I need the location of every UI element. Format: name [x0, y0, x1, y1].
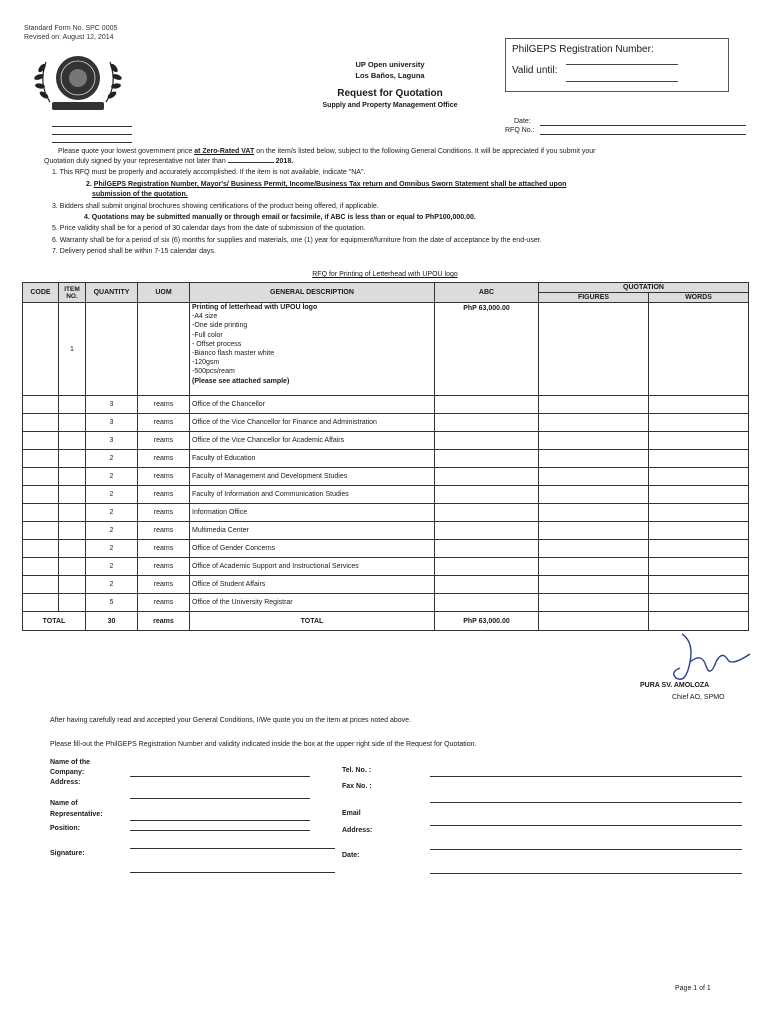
header-quotation: QUOTATION [539, 283, 749, 293]
university-seal-icon [30, 50, 126, 112]
rfq-table [22, 282, 749, 631]
row-words[interactable] [649, 576, 749, 594]
table-row [23, 558, 749, 576]
date-field[interactable] [540, 125, 746, 126]
cell-description [190, 303, 435, 396]
spec-line: -120gsm [192, 359, 220, 367]
cell-code [23, 303, 59, 396]
tel-field[interactable] [430, 776, 742, 777]
condition-2-text-cont: submission of the quotation. [92, 191, 188, 198]
row-desc: Office of the Chancellor [190, 396, 435, 414]
row-words[interactable] [649, 468, 749, 486]
row-words[interactable] [649, 396, 749, 414]
row-uom: reams [138, 576, 190, 594]
table-row [23, 432, 749, 450]
row-desc: Office of Student Affairs [190, 576, 435, 594]
row-qty: 2 [86, 468, 138, 486]
row-figures[interactable] [539, 414, 649, 432]
row-desc: Office of the University Registrar [190, 594, 435, 612]
row-figures[interactable] [539, 396, 649, 414]
university-name: UP Open university [355, 60, 425, 69]
condition-4: 4. Quotations may be submitted manually or through email or facsimile, if ABC is less than or equal to PhP100,000.00. [84, 214, 476, 221]
email-label: Email [342, 810, 361, 817]
row-figures[interactable] [539, 558, 649, 576]
total-words[interactable] [649, 612, 749, 631]
spec-line: - Offset process [192, 340, 242, 348]
item-note: (Please see attached sample) [192, 377, 290, 385]
deadline-field[interactable] [228, 162, 274, 163]
row-words[interactable] [649, 432, 749, 450]
blank-line [52, 142, 132, 143]
row-uom: reams [138, 540, 190, 558]
position-label: Position: [50, 825, 80, 832]
page-number: Page 1 of 1 [675, 985, 711, 992]
cell-item-no: 1 [59, 303, 86, 396]
row-uom: reams [138, 414, 190, 432]
header-quantity: QUANTITY [86, 283, 138, 303]
address-field[interactable] [130, 798, 310, 799]
total-description-label: TOTAL [190, 612, 435, 631]
spec-line: -Bianco flash master white [192, 350, 275, 358]
tel-label: Tel. No. : [342, 767, 372, 774]
spec-line: -One side printing [192, 322, 248, 330]
deadline-year: 2018. [275, 158, 294, 165]
row-uom: reams [138, 396, 190, 414]
spec-line: -500pcs/ream [192, 368, 235, 376]
condition-7: 7. Delivery period shall be within 7-15 calendar days. [52, 248, 216, 255]
row-desc: Faculty of Management and Development Studies [190, 468, 435, 486]
signatory-position: Chief AO, SPMO [672, 694, 725, 701]
row-words[interactable] [649, 540, 749, 558]
table-row [23, 504, 749, 522]
spec-line: -A4 size [192, 313, 218, 321]
table-row [23, 576, 749, 594]
table-row [23, 468, 749, 486]
cell-quantity [86, 303, 138, 396]
row-qty: 3 [86, 396, 138, 414]
representative-label-cont: Representative: [50, 811, 103, 818]
row-figures[interactable] [539, 540, 649, 558]
row-uom: reams [138, 558, 190, 576]
date-label: Date: [514, 118, 531, 125]
condition-5: 5. Price validity shall be for a period of 30 calendar days from the date of submission of the quotation. [52, 225, 366, 232]
registration-number-label: PhilGEPS Registration Number: [512, 44, 654, 55]
total-label: TOTAL [23, 612, 86, 631]
condition-2-cont [92, 190, 188, 200]
header-code: CODE [23, 283, 59, 303]
header-abc: ABC [435, 283, 539, 303]
row-desc: Information Office [190, 504, 435, 522]
company-label-cont: Company: [50, 769, 85, 776]
spec-line: -Full color [192, 331, 223, 339]
valid-until-label: Valid until: [512, 65, 558, 76]
cell-uom [138, 303, 190, 396]
table-row-main-item [23, 303, 749, 396]
row-uom: reams [138, 504, 190, 522]
row-desc: Office of Gender Concerns [190, 540, 435, 558]
rfq-number-field[interactable] [540, 134, 746, 135]
condition-2 [86, 180, 566, 190]
zero-rated-vat: at Zero-Rated VAT [194, 148, 255, 155]
row-qty: 2 [86, 504, 138, 522]
row-uom: reams [138, 486, 190, 504]
row-qty: 2 [86, 486, 138, 504]
registration-box [505, 38, 729, 92]
office-name: Supply and Property Management Office [322, 102, 458, 109]
row-desc: Office of the Vice Chancellor for Academic Affairs [190, 432, 435, 450]
header-item-no: ITEM NO. [59, 283, 86, 303]
form-number-line: Standard Form No. SPC 0005 [24, 25, 118, 32]
deadline-text: Quotation duly signed by your representative not later than [44, 158, 226, 165]
revision-date: Revised on: August 12, 2014 [24, 34, 114, 41]
row-figures[interactable] [539, 594, 649, 612]
fax-field[interactable] [430, 802, 742, 803]
address-label: Address: [50, 779, 81, 786]
email-field[interactable] [430, 825, 742, 826]
signature-field-2[interactable] [130, 872, 335, 873]
condition-2-text: PhilGEPS Registration Number, Mayor's/ Business Permit, Income/Business Tax return and Omnibus Sworn Statement shall be attached upon [93, 181, 567, 188]
signature-icon [672, 632, 752, 688]
row-desc: Faculty of Information and Communication Studies [190, 486, 435, 504]
university-location: Los Baños, Laguna [355, 71, 425, 80]
blank-line [52, 134, 132, 135]
total-uom: reams [138, 612, 190, 631]
row-qty: 2 [86, 540, 138, 558]
row-words[interactable] [649, 522, 749, 540]
company-field[interactable] [130, 776, 310, 777]
row-figures[interactable] [539, 576, 649, 594]
row-qty: 2 [86, 576, 138, 594]
row-words[interactable] [649, 594, 749, 612]
form-number [24, 24, 117, 42]
header-uom: UOM [138, 283, 190, 303]
table-row [23, 450, 749, 468]
row-words[interactable] [649, 450, 749, 468]
row-figures[interactable] [539, 468, 649, 486]
registration-number-field[interactable] [566, 64, 678, 65]
row-uom: reams [138, 522, 190, 540]
cell-abc: PhP 63,000.00 [435, 303, 539, 396]
date-signed-field[interactable] [430, 873, 742, 874]
table-row [23, 540, 749, 558]
total-abc: PhP 63,000.00 [435, 612, 539, 631]
signatory-name: PURA SV. AMOLOZA [640, 682, 710, 689]
row-uom: reams [138, 432, 190, 450]
conditions-intro [58, 147, 595, 157]
row-uom: reams [138, 450, 190, 468]
representative-label: Name of [50, 800, 78, 807]
position-field[interactable] [130, 830, 310, 831]
row-qty: 5 [86, 594, 138, 612]
intro-text: Please quote your lowest government price [58, 148, 193, 155]
header-words: WORDS [649, 293, 749, 303]
cell-figures[interactable] [539, 303, 649, 396]
rfq-number-label: RFQ No.: [505, 127, 535, 134]
email-address-label: Address: [342, 827, 373, 834]
total-figures[interactable] [539, 612, 649, 631]
row-words[interactable] [649, 486, 749, 504]
document-title: Request for Quotation [337, 88, 443, 99]
table-row [23, 522, 749, 540]
valid-until-field[interactable] [566, 81, 678, 82]
fax-label: Fax No. : [342, 783, 372, 790]
cell-words[interactable] [649, 303, 749, 396]
row-uom: reams [138, 468, 190, 486]
row-figures[interactable] [539, 450, 649, 468]
row-figures[interactable] [539, 432, 649, 450]
fillout-instruction: Please fill-out the PhilGEPS Registration Number and validity indicated inside the box at the upper right side of the Request for Quotation. [50, 741, 477, 748]
conditions-deadline [44, 157, 293, 167]
row-qty: 2 [86, 522, 138, 540]
condition-1: 1. This RFQ must be properly and accurately accomplished. If the item is not available, indicate "NA". [52, 169, 366, 176]
row-figures[interactable] [539, 486, 649, 504]
blank-line [52, 126, 132, 127]
row-qty: 3 [86, 414, 138, 432]
table-row [23, 396, 749, 414]
total-quantity: 30 [86, 612, 138, 631]
row-words[interactable] [649, 414, 749, 432]
date-signed-label: Date: [342, 852, 360, 859]
header-figures: FIGURES [539, 293, 649, 303]
row-desc: Multimedia Center [190, 522, 435, 540]
row-desc: Office of Academic Support and Instructional Services [190, 558, 435, 576]
row-figures[interactable] [539, 522, 649, 540]
table-caption: RFQ for Printing of Letterhead with UPOU logo [312, 271, 458, 278]
row-qty: 2 [86, 450, 138, 468]
table-row [23, 486, 749, 504]
row-desc: Faculty of Education [190, 450, 435, 468]
representative-field[interactable] [130, 820, 310, 821]
signature-label: Signature: [50, 850, 85, 857]
table-row-total [23, 612, 749, 631]
row-figures[interactable] [539, 504, 649, 522]
item-title: Printing of letterhead with UPOU logo [192, 304, 318, 311]
signature-field[interactable] [130, 848, 335, 849]
condition-3: 3. Bidders shall submit original brochures showing certifications of the product being offered, if applicable. [52, 203, 379, 210]
row-desc: Office of the Vice Chancellor for Finance and Administration [190, 414, 435, 432]
row-qty: 3 [86, 432, 138, 450]
email-address-field[interactable] [430, 849, 742, 850]
condition-6: 6. Warranty shall be for a period of six (6) months for supplies and materials, one (1) year for equipment/furniture from the date of acceptance by the end-user. [52, 237, 542, 244]
acceptance-statement: After having carefully read and accepted your General Conditions, I/We quote you on the item at prices noted above. [50, 717, 411, 724]
row-uom: reams [138, 594, 190, 612]
table-row [23, 594, 749, 612]
row-words[interactable] [649, 558, 749, 576]
company-label: Name of the [50, 759, 91, 766]
header-description: GENERAL DESCRIPTION [190, 283, 435, 303]
row-words[interactable] [649, 504, 749, 522]
condition-2-number: 2. [86, 181, 92, 188]
table-row [23, 414, 749, 432]
row-qty: 2 [86, 558, 138, 576]
intro-text-cont: on the item/s listed below, subject to the following General Conditions. It will be appreciated if you submit your [256, 148, 596, 155]
